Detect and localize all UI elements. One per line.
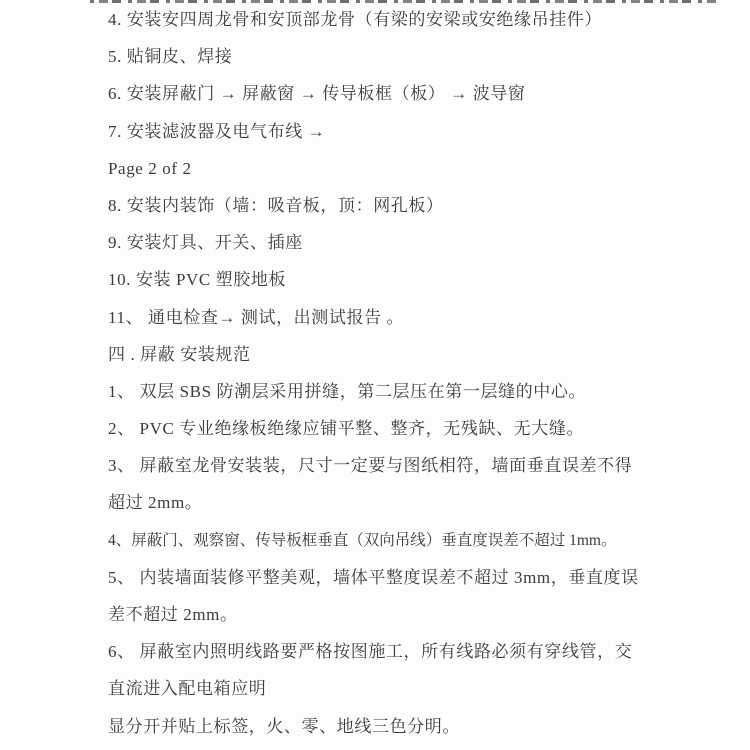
list-item-line: 5、 内装墙面装修平整美观，墙体平整度误差不超过 3mm，垂直度误 (108, 567, 639, 587)
list-item-continuation-line: 超过 2mm。 (108, 493, 203, 513)
section-heading-line: 四 . 屏蔽 安装规范 (108, 344, 251, 364)
list-item-line: 9. 安装灯具、开关、插座 (108, 233, 303, 253)
page-number-line: Page 2 of 2 (108, 158, 192, 178)
document-text-block (108, 1, 690, 745)
list-item-line: 2、 PVC 专业绝缘板绝缘应铺平整、整齐，无残缺、无大缝。 (108, 419, 585, 439)
list-item-line: 10. 安装 PVC 塑胶地板 (108, 270, 287, 290)
list-item-line: 1、 双层 SBS 防潮层采用拼缝，第二层压在第一层缝的中心。 (108, 381, 587, 401)
list-item-line: 4、屏蔽门、观察窗、传导板框垂直（双向吊线）垂直度误差不超过 1mm。 (108, 531, 617, 549)
list-item-continuation-line: 差不超过 2mm。 (108, 605, 238, 624)
list-item-line: 8. 安装内装饰（墙：吸音板，顶：网孔板） (108, 195, 444, 215)
list-item-line: 5. 贴铜皮、焊接 (108, 47, 233, 67)
list-item-line: 6. 安装屏蔽门 → 屏蔽窗 → 传导板框（板） → 波导窗 (108, 84, 526, 104)
list-item-line: 7. 安装滤波器及电气布线 → (108, 121, 326, 141)
list-item-line: 11、 通电检查→ 测试，出测试报告 。 (108, 307, 405, 327)
list-item-line: 4. 安装安四周龙骨和安顶部龙骨（有梁的安梁或安绝缘吊挂件） (108, 10, 602, 29)
list-item-continuation-line: 显分开并贴上标签，火、零、地线三色分明。 (108, 716, 460, 736)
list-item-line: 3、 屏蔽室龙骨安装装，尺寸一定要与图纸相符，墙面垂直误差不得 (108, 456, 633, 476)
list-item-line: 6、 屏蔽室内照明线路要严格按图施工，所有线路必须有穿线管，交 (108, 642, 633, 662)
list-item-continuation-line: 直流进入配电箱应明 (108, 679, 267, 699)
